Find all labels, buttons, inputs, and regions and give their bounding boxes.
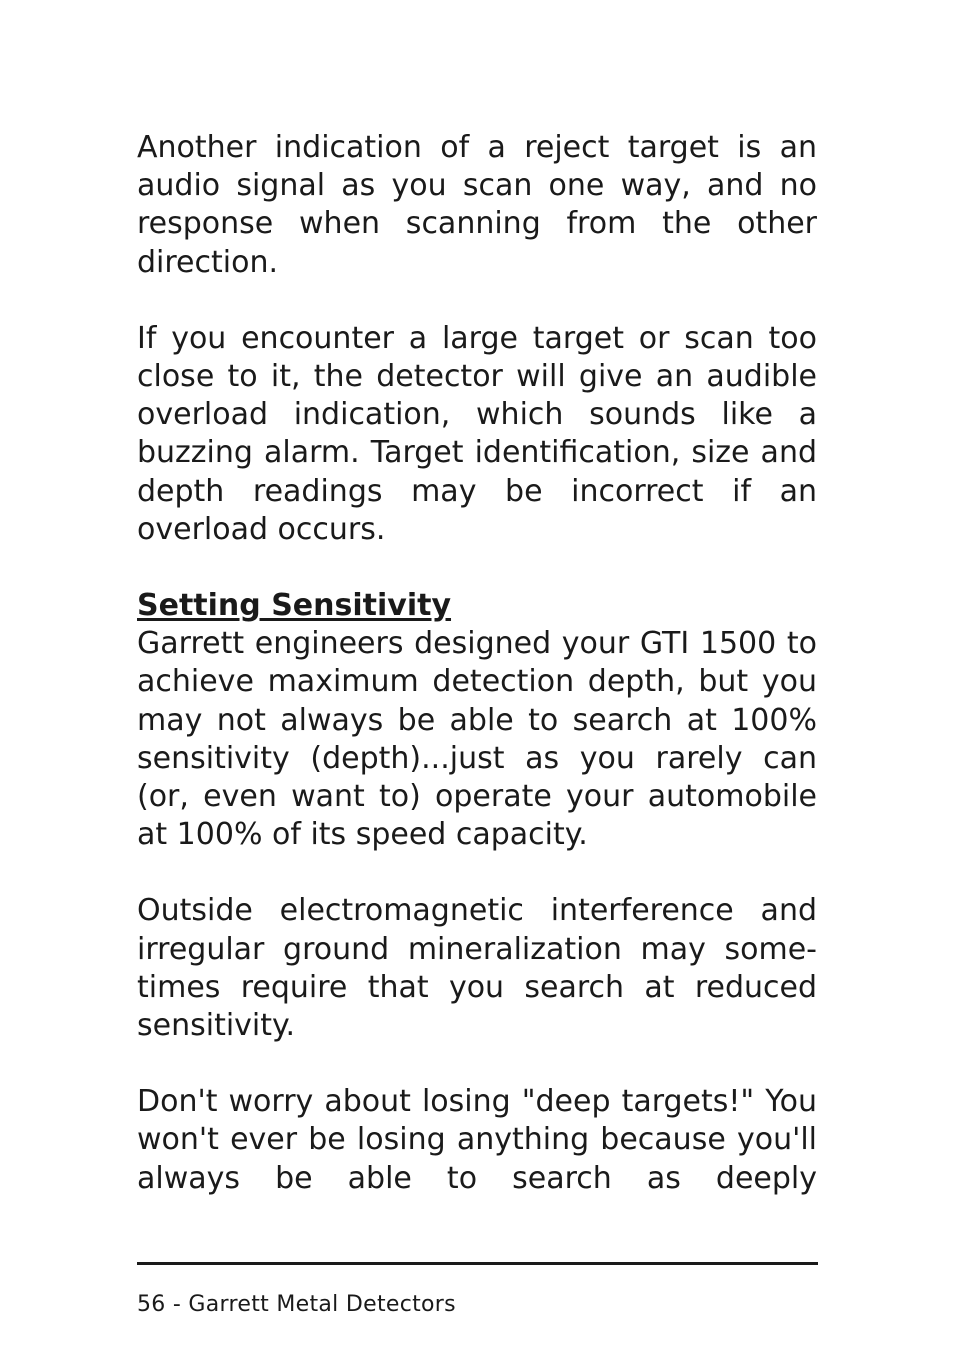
paragraph-interference: Outside electromagnetic interference and irregular ground mineralization may sometimes require that you search at reduced sensitivity. (137, 893, 817, 1044)
paragraph-deep-targets: Don't worry about losing "deep targets!" You won't ever be losing anything because you'll always be able to search as deeply (137, 1084, 817, 1196)
footer-divider (137, 1262, 818, 1265)
section-heading-sensitivity: Setting Sensitivity (137, 588, 452, 624)
page-footer: 56 - Garrett Metal Detectors (137, 1292, 456, 1317)
paragraph-sensitivity-intro: Garrett engineers designed your GTI 1500 to achieve maximum detection depth, but you may not always be able to search at 100% sensitivity (depth)...just as you rarely can (or, even want to) operate your automobile at 100% of its speed capacity. (137, 626, 817, 853)
paragraph-overload: If you encounter a large target or scan too close to it, the detector will give an audible overload indication, which sounds like a buzzing alarm. Target identification, size and depth readings may be incorrect if an overload occurs. (137, 320, 817, 547)
page-body (137, 129, 817, 1198)
paragraph-reject-target: Another indication of a reject target is an audio signal as you scan one way, and no response when scanning from the other direction. (137, 130, 817, 280)
